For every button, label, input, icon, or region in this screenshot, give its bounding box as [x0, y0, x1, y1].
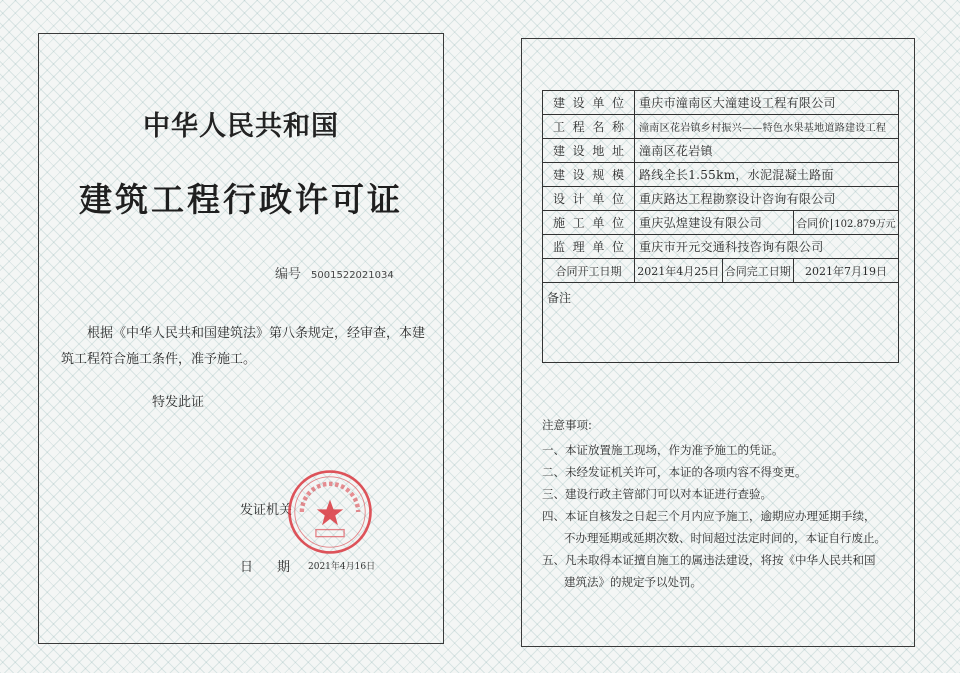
row-label: 设计单位: [543, 187, 635, 211]
issuing-authority-label: 发证机关: [240, 503, 293, 518]
row-value: 重庆路达工程勘察设计咨询有限公司: [635, 187, 899, 211]
note-item-continued: 建筑法》的规定予以处罚。: [564, 575, 702, 589]
table-row: [543, 187, 899, 211]
table-row: [543, 115, 899, 139]
contract-start-label: 合同开工日期: [543, 259, 635, 283]
certificate-number: [275, 263, 394, 282]
note-item: 二、未经发证机关许可，本证的各项内容不得变更。: [542, 465, 807, 479]
row-value: 重庆市潼南区大潼建设工程有限公司: [635, 91, 899, 115]
row-value: 潼南区花岩镇乡村振兴——特色水果基地道路建设工程: [635, 115, 899, 139]
official-seal-icon: [286, 468, 374, 556]
note-item: 五、凡未取得本证擅自施工的属违法建设，将按《中华人民共和国: [542, 553, 876, 567]
contract-price-label: 合同价: [796, 216, 830, 230]
supervision-unit-label: 监理单位: [543, 235, 635, 259]
certificate-number-label: 编号: [275, 267, 302, 282]
issue-date-value: 2021年4月16日: [308, 562, 376, 572]
certificate-title: 建筑工程行政许可证: [79, 180, 403, 219]
certificate-left-panel: [38, 33, 444, 644]
certificate-right-panel: [521, 38, 915, 647]
table-row: [543, 259, 899, 283]
note-item-continued: 不办理延期或延期次数、时间超过法定时间的，本证自行废止。: [564, 531, 886, 545]
supervision-unit-value: 重庆市开元交通科技咨询有限公司: [635, 235, 899, 259]
row-value: 潼南区花岩镇: [635, 139, 899, 163]
special-issue-text: 特发此证: [152, 395, 205, 410]
project-info-table: [542, 90, 899, 363]
notes-section: [542, 417, 904, 593]
construction-unit-value: 重庆弘煌建设有限公司: [635, 211, 794, 235]
table-row: [543, 139, 899, 163]
row-label: 建设地址: [543, 139, 635, 163]
table-row-remarks: [543, 283, 899, 363]
issue-date-label: 日期: [240, 560, 315, 575]
certificate-number-value: 5001522021034: [311, 270, 394, 281]
note-item: 四、本证自核发之日起三个月内应予施工，逾期应办理延期手续，: [542, 509, 876, 523]
contract-end-label: 合同完工日期: [722, 259, 793, 283]
construction-unit-label: 施工单位: [543, 211, 635, 235]
contract-price-value: 102.879万元: [831, 219, 895, 230]
country-title: 中华人民共和国: [143, 111, 339, 142]
notes-heading: 注意事项:: [542, 418, 592, 432]
note-item: 一、本证放置施工现场，作为准予施工的凭证。: [542, 443, 784, 457]
table-row: [543, 235, 899, 259]
table-row: [543, 91, 899, 115]
table-row: [543, 211, 899, 235]
table-row: [543, 163, 899, 187]
row-label: 建设规模: [543, 163, 635, 187]
row-value: 路线全长1.55km，水泥混凝土路面: [635, 163, 899, 187]
note-item: 三、建设行政主管部门可以对本证进行查验。: [542, 487, 772, 501]
row-label: 建设单位: [543, 91, 635, 115]
contract-start-value: 2021年4月25日: [635, 259, 723, 283]
contract-price: [793, 211, 898, 235]
approval-statement: 根据《中华人民共和国建筑法》第八条规定，经审查，本建筑工程符合施工条件，准予施工。: [61, 326, 426, 367]
remarks-label: 备注: [543, 283, 899, 363]
row-label: 工程名称: [543, 115, 635, 139]
contract-end-value: 2021年7月19日: [793, 259, 898, 283]
